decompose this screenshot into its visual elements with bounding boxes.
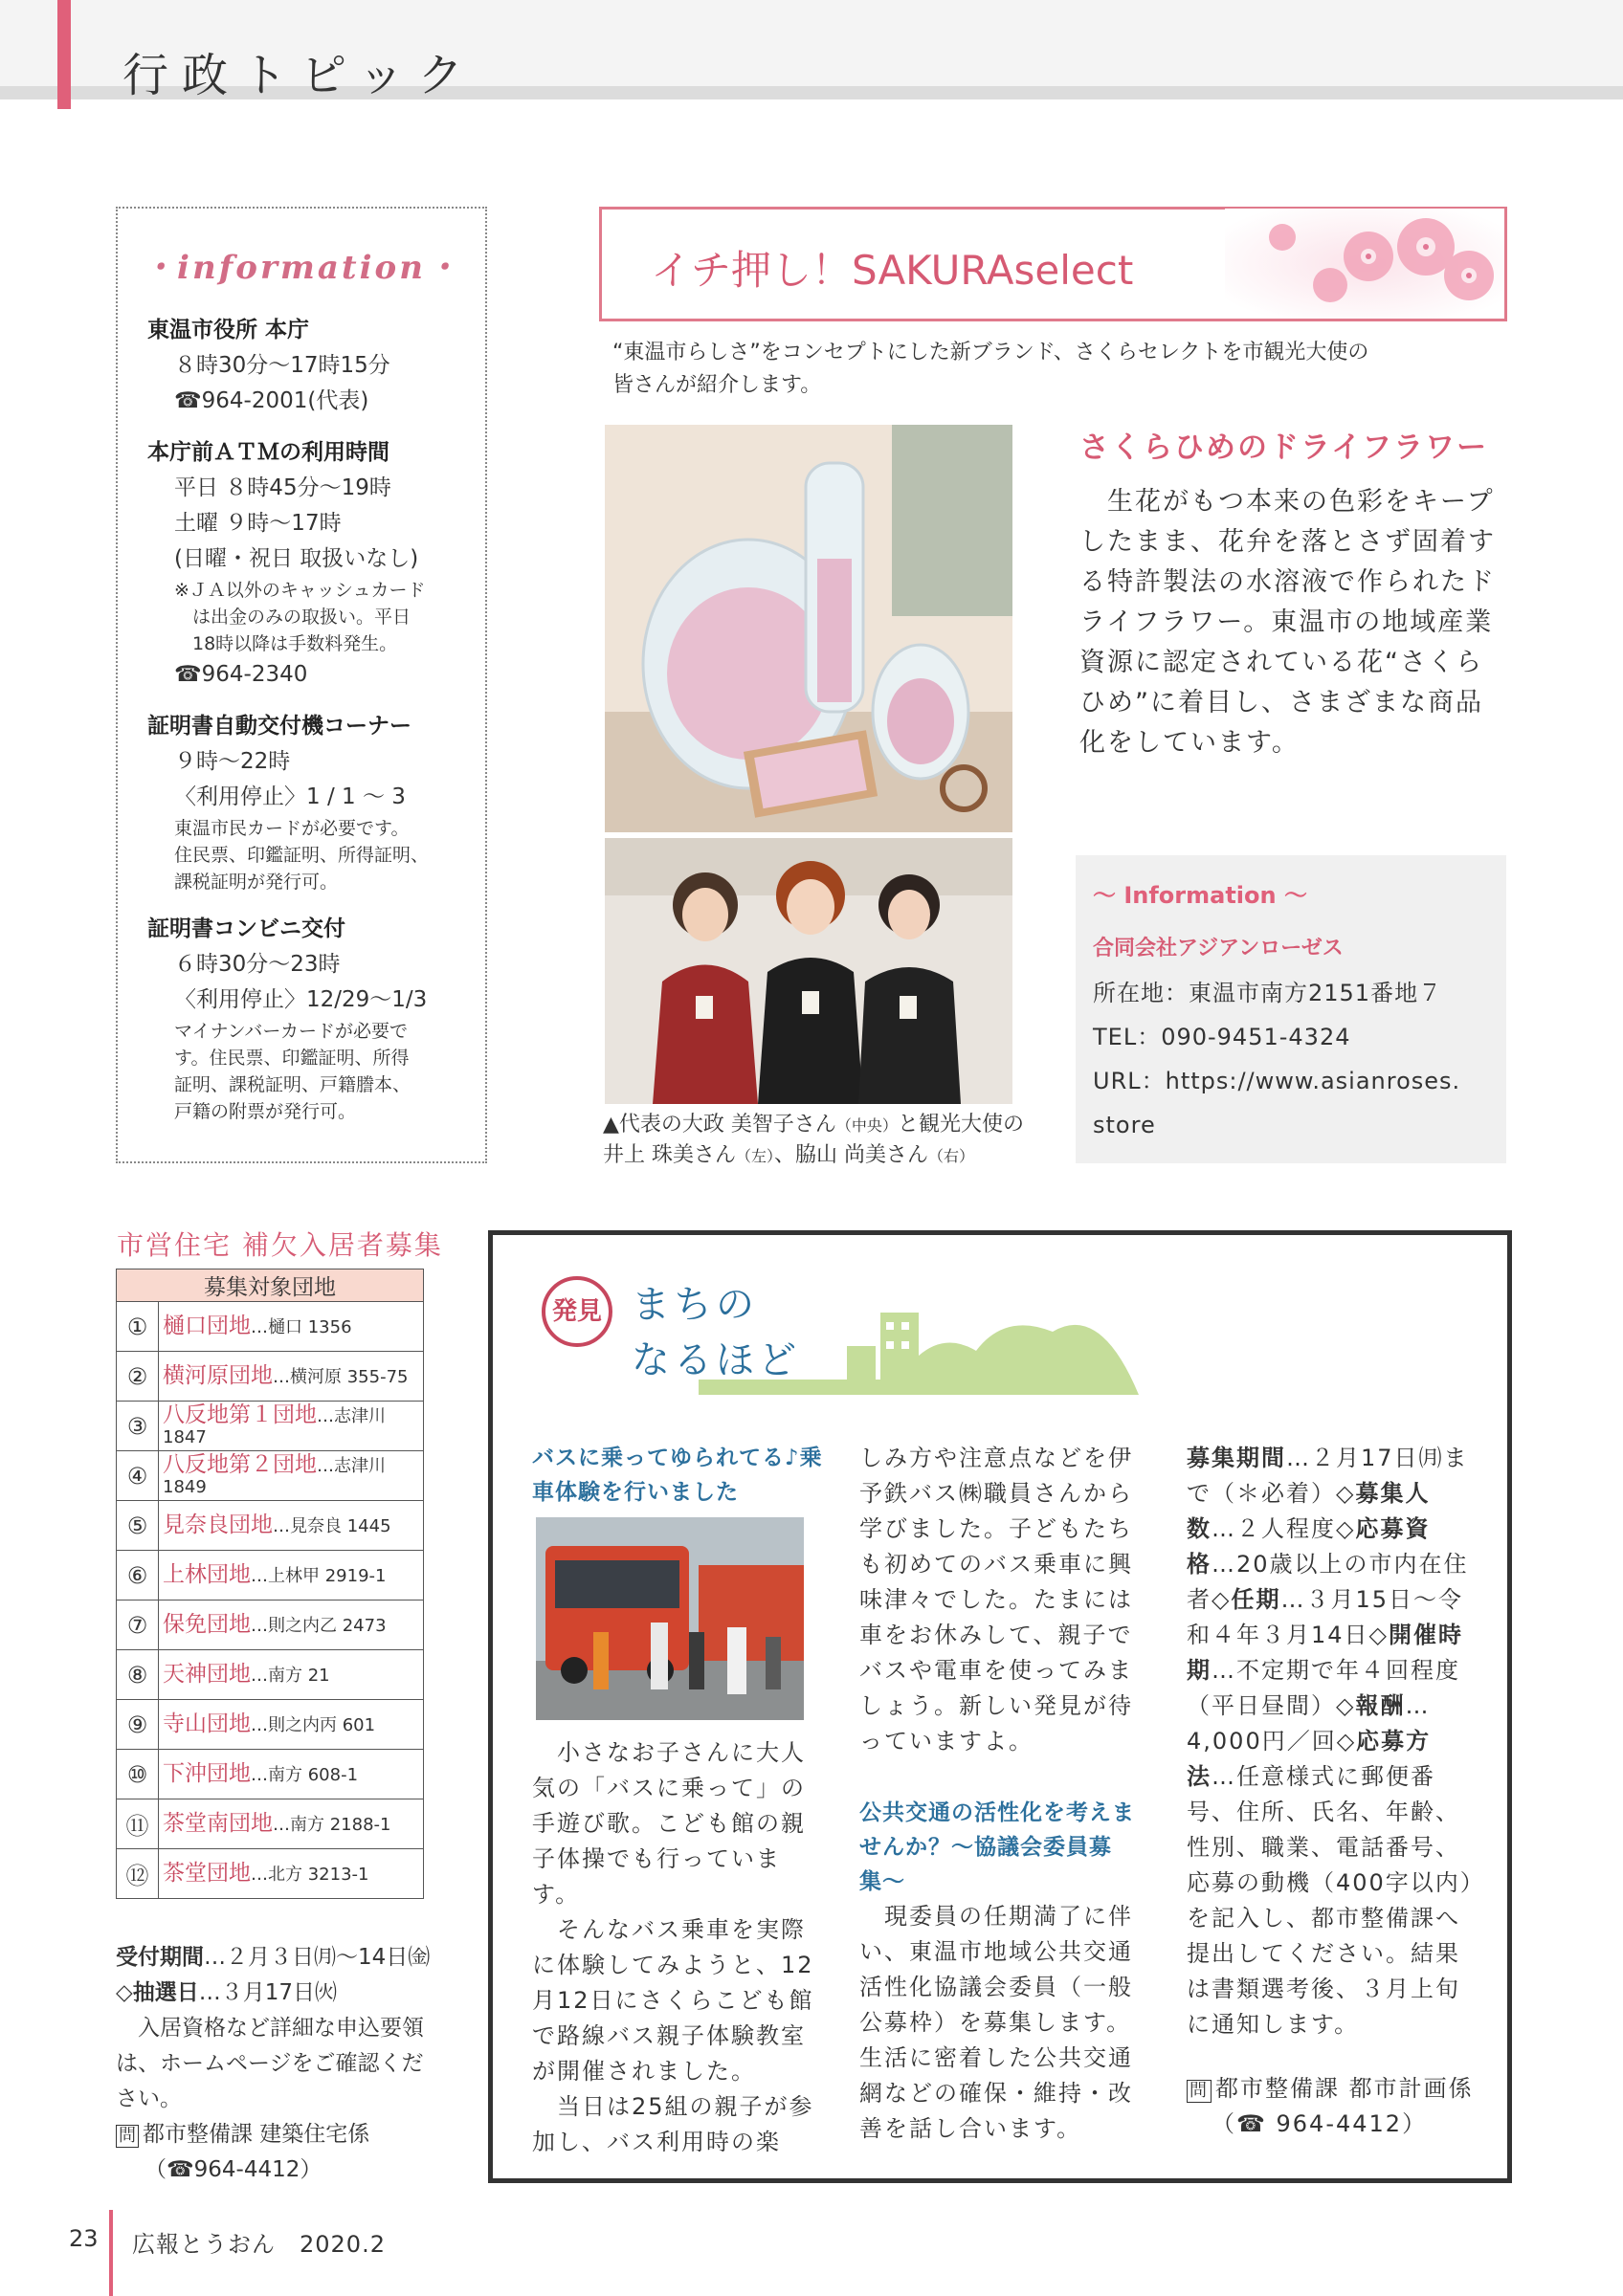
detail-label: 応募方法 <box>1187 1728 1432 1790</box>
estate-address: …樋口 1356 <box>251 1316 352 1337</box>
info-note: 証明、課税証明、戸籍謄本、 <box>174 1074 411 1095</box>
bus-experience-photo <box>536 1517 804 1720</box>
row-number: ⑪ <box>117 1799 159 1849</box>
row-estate <box>159 1302 424 1352</box>
info-heading: 〜 Information 〜 <box>1093 882 1307 909</box>
estate-address: …見奈良 1445 <box>273 1515 391 1536</box>
info-line: ６時30分〜23時 <box>174 952 341 977</box>
estate-name: 見奈良団地 <box>163 1512 273 1537</box>
row-number: ⑦ <box>117 1601 159 1650</box>
row-number: ④ <box>117 1451 159 1501</box>
info-line: 〈利用停止〉12/29〜1/3 <box>174 987 428 1012</box>
detail-text: …３月15日〜令和４年３月14日◇ <box>1187 1586 1464 1648</box>
table-row <box>117 1352 424 1402</box>
info-line: ８時30分〜17時15分 <box>174 353 390 378</box>
cherry-blossom-illustration <box>1225 209 1504 319</box>
detail-label: 募集人数 <box>1187 1480 1431 1542</box>
inquiry-mark: 問 <box>1187 2080 1212 2103</box>
info-note: ※ＪＡ以外のキャッシュカード <box>174 580 426 601</box>
row-number: ⑤ <box>117 1501 159 1551</box>
estate-address: …志津川 1847 <box>163 1405 386 1447</box>
info-heading: 東温市役所 本庁 <box>147 318 310 342</box>
detail-label: 開催時期 <box>1187 1622 1463 1684</box>
sakura-intro-text: “東温市らしさ”をコンセプトにした新ブランド、さくらセレクトを市観光大使の皆さんが紹介します。 <box>612 341 1369 397</box>
housing-table <box>116 1269 424 1899</box>
detail-label: 応募資格 <box>1187 1515 1431 1578</box>
info-line: ☎964-2001(代表) <box>174 388 369 413</box>
row-estate <box>159 1551 424 1601</box>
inquiry-mark: 問 <box>116 2125 139 2148</box>
info-note: 18時以降は手数料発生。 <box>174 633 398 654</box>
sakura-select-title: イチ押し！SAKURAselect <box>651 247 1134 294</box>
lottery-value: …３月17日㈫ <box>198 1980 337 2005</box>
caption-note: （中央） <box>835 1116 898 1135</box>
information-title: ・information・ <box>142 249 461 287</box>
info-line: 〈利用停止〉1 / 1 〜 3 <box>174 784 406 809</box>
footer-accent-bar <box>109 2210 113 2296</box>
detail-text: …２人程度◇ <box>1212 1515 1356 1542</box>
row-estate <box>159 1352 424 1402</box>
estate-name: 下沖団地 <box>163 1760 251 1786</box>
company-url[interactable]: URL：https://www.asianroses. <box>1093 1068 1461 1094</box>
estate-address: …志津川 1849 <box>163 1455 386 1497</box>
estate-address: …上林甲 2919-1 <box>251 1565 387 1586</box>
product-info-box <box>1076 855 1506 1163</box>
row-number: ⑧ <box>117 1650 159 1700</box>
housing-notes <box>116 1940 441 2188</box>
row-number: ② <box>117 1352 159 1402</box>
bus-article-body: 小さなお子さんに大人気の「バスに乗って」の手遊び歌。こども館の親子体操でも行っています。 そんなバス乗車を実際に体験してみようと、12月12日にさくらこども館で路線バス親子体験教室が開催されました。 当日は25組の親子が参加し、バス利用時の楽 <box>532 1739 814 2155</box>
info-line: 土曜 ９時〜17時 <box>174 511 342 536</box>
caption-text: 、脇山 尚美さん <box>774 1143 929 1167</box>
info-line: (日曜・祝日 取扱いなし) <box>174 546 419 571</box>
caption-note: （左） <box>736 1147 775 1165</box>
row-number: ⑩ <box>117 1750 159 1799</box>
machi-column-3 <box>1187 1441 1476 2142</box>
detail-label: 任期 <box>1231 1586 1281 1613</box>
table-row <box>117 1650 424 1700</box>
row-estate <box>159 1849 424 1899</box>
housing-title: 市営住宅 補欠入居者募集 <box>117 1229 443 1261</box>
company-address: 所在地：東温市南方2151番地７ <box>1093 980 1443 1006</box>
info-heading: 本庁前ＡＴＭの利用時間 <box>147 440 389 465</box>
dried-flower-jars-photo <box>605 425 1012 832</box>
info-line: 平日 ８時45分〜19時 <box>174 475 391 500</box>
estate-address: …南方 608-1 <box>251 1764 359 1785</box>
estate-name: 八反地第２団地 <box>163 1451 317 1477</box>
row-estate <box>159 1601 424 1650</box>
company-url-cont[interactable]: store <box>1093 1112 1156 1138</box>
info-heading: 証明書自動交付機コーナー <box>147 714 411 739</box>
detail-text: …20歳以上の市内在住者◇ <box>1187 1551 1469 1613</box>
estate-name: 茶堂南団地 <box>163 1810 273 1836</box>
contact-dept: 都市整備課 都市計画係 <box>1215 2075 1474 2102</box>
information-content <box>147 312 473 1140</box>
info-line: ９時〜22時 <box>174 749 291 774</box>
info-note: す。住民票、印鑑証明、所得 <box>174 1048 410 1069</box>
estate-name: 八反地第１団地 <box>163 1402 317 1427</box>
machi-title-line1: まちの <box>632 1283 758 1327</box>
estate-name: 保免団地 <box>163 1611 251 1637</box>
caption-text: ▲代表の大政 美智子さん <box>603 1113 836 1137</box>
table-row <box>117 1551 424 1601</box>
machi-title-line2: なるほど <box>632 1338 800 1382</box>
row-estate <box>159 1501 424 1551</box>
detail-text: …不定期で年４回程度（平日昼間）◇ <box>1187 1657 1460 1719</box>
company-name: 合同会社アジアンローゼス <box>1093 937 1344 960</box>
detail-label: 募集期間 <box>1187 1445 1286 1471</box>
lottery-label: 抽選日 <box>132 1980 199 2005</box>
table-row <box>117 1501 424 1551</box>
info-note: マイナンバーカードが必要で <box>174 1021 408 1042</box>
estate-name: 寺山団地 <box>163 1711 251 1736</box>
table-row <box>117 1302 424 1352</box>
bus-article-body-cont: しみ方や注意点などを伊予鉄バス㈱職員さんから学びました。子どもたちも初めてのバス乗車に興味津々でした。たまには車をお休みして、親子でバスや電車を使ってみましょう。新しい発見が待っていますよ。 <box>859 1445 1133 1755</box>
info-note: 課税証明が発行可。 <box>174 872 339 893</box>
detail-text: …任意様式に郵便番号、住所、氏名、年齢、性別、職業、電話番号、応募の動機（400字以内）を記入し、都市整備課へ提出してください。結果は書類選考後、３月上旬に通知します。 <box>1187 1763 1474 2038</box>
committee-heading: 公共交通の活性化を考えませんか？〜協議会委員募集〜 <box>859 1800 1135 1894</box>
product-description: 生花がもつ本来の色彩をキープしたまま、花弁を落とさず固着する特許製法の水溶液で作られたドライフラワー。東温市の地域産業資源に認定されている花“さくらひめ”に着目し、さまざまな商品化をしています。 <box>1079 487 1496 758</box>
header-accent-bar <box>57 0 71 109</box>
row-estate <box>159 1402 424 1451</box>
estate-address: …横河原 355-75 <box>273 1366 409 1387</box>
bus-article-heading: バスに乗ってゆられてる♪乗車体験を行いました <box>532 1446 823 1505</box>
estate-address: …南方 21 <box>251 1665 330 1686</box>
caption-note: （右） <box>928 1147 975 1165</box>
committee-details <box>1187 1441 1476 2042</box>
committee-contact <box>1187 2071 1476 2107</box>
table-row <box>117 1799 424 1849</box>
row-estate <box>159 1700 424 1750</box>
info-heading: 証明書コンビニ交付 <box>147 916 345 941</box>
detail-label: 報酬 <box>1355 1692 1406 1719</box>
housing-note: 入居資格など詳細な申込要領は、ホームページをご確認ください。 <box>116 2016 424 2111</box>
page-number: 23 <box>69 2225 99 2252</box>
table-row <box>117 1402 424 1451</box>
detail-text: …4,000円／回◇ <box>1187 1692 1431 1755</box>
row-number: ① <box>117 1302 159 1352</box>
info-note: 東温市民カードが必要です。 <box>174 818 410 839</box>
table-row <box>117 1601 424 1650</box>
estate-name: 横河原団地 <box>163 1362 273 1388</box>
page-title: 行政トピック <box>122 49 478 102</box>
row-estate <box>159 1750 424 1799</box>
info-note: は出金のみの取扱い。平日 <box>174 607 411 628</box>
table-row <box>117 1451 424 1501</box>
table-row <box>117 1700 424 1750</box>
photo-caption <box>603 1110 1024 1171</box>
info-note: 住民票、印鑑証明、所得証明、 <box>174 845 430 866</box>
row-number: ⑨ <box>117 1700 159 1750</box>
row-number: ⑫ <box>117 1849 159 1899</box>
estate-address: …北方 3213-1 <box>251 1864 369 1885</box>
estate-address: …南方 2188-1 <box>273 1814 391 1835</box>
committee-body: 現委員の任期満了に伴い、東温市地域公共交通活性化協議会委員（一般公募枠）を募集します。生活に密着した公共交通網などの確保・維持・改善を話し合います。 <box>859 1903 1133 2142</box>
info-note: 戸籍の附票が発行可。 <box>174 1101 357 1122</box>
housing-dates <box>116 1940 441 2011</box>
committee-contact-tel: （☎ 964-4412） <box>1212 2110 1428 2137</box>
product-title: さくらひめのドライフラワー <box>1079 430 1489 465</box>
machi-column-2 <box>859 1441 1154 2147</box>
period-label: 受付期間 <box>116 1945 204 1970</box>
estate-address: …則之内丙 601 <box>251 1714 376 1735</box>
table-header: 募集対象団地 <box>117 1269 424 1302</box>
estate-name: 上林団地 <box>163 1561 251 1587</box>
caption-text: と観光大使の井上 珠美さん <box>603 1113 1024 1167</box>
period-value: …２月３日㈪〜14日㈮◇ <box>116 1945 431 2005</box>
estate-name: 天神団地 <box>163 1661 251 1687</box>
housing-contact-tel: （☎964-4412） <box>145 2157 322 2182</box>
publication-name: 広報とうおん 2020.2 <box>132 2231 386 2258</box>
estate-name: 樋口団地 <box>163 1313 251 1338</box>
row-number: ⑥ <box>117 1551 159 1601</box>
machi-column-1 <box>532 1441 825 2160</box>
estate-address: …則之内乙 2473 <box>251 1615 387 1636</box>
discovery-stamp <box>542 1276 612 1347</box>
info-line: ☎964-2340 <box>174 662 308 687</box>
table-row <box>117 1750 424 1799</box>
company-tel: TEL：090-9451-4324 <box>1093 1024 1351 1050</box>
tourism-ambassadors-photo <box>605 838 1012 1104</box>
row-estate <box>159 1451 424 1501</box>
row-number: ③ <box>117 1402 159 1451</box>
row-estate <box>159 1650 424 1700</box>
detail-text: …２月17日㈪まで（＊必着）◇ <box>1187 1445 1469 1507</box>
contact-dept: 都市整備課 建築住宅係 <box>143 2122 370 2147</box>
table-row <box>117 1849 424 1899</box>
stamp-text: 発見 <box>551 1297 602 1326</box>
housing-contact <box>116 2117 441 2152</box>
row-estate <box>159 1799 424 1849</box>
estate-name: 茶堂団地 <box>163 1860 251 1886</box>
